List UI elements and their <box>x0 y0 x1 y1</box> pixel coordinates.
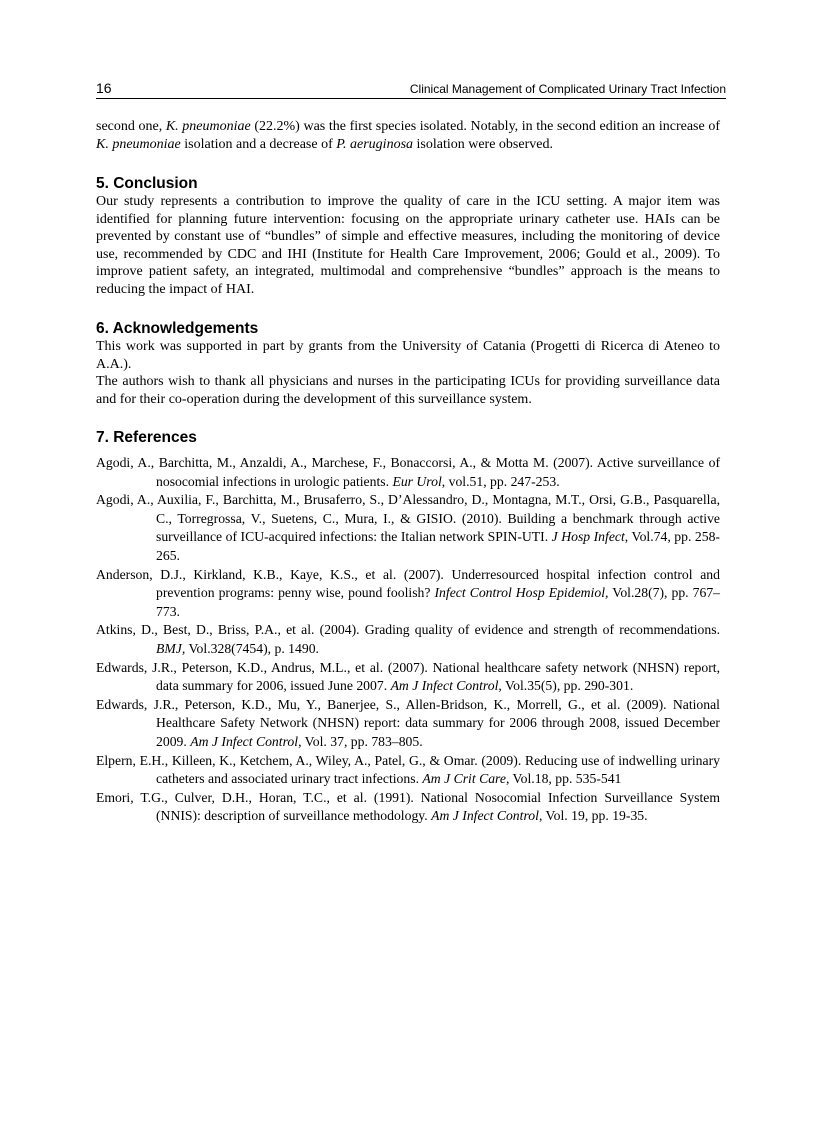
reference-item: Atkins, D., Best, D., Briss, P.A., et al. (2004). Grading quality of evidence and strength of recommendations. BMJ, Vol.328(7454), p. 1490. <box>96 622 720 656</box>
journal-name: Am J Crit Care <box>422 771 506 787</box>
species-name: K. pneumoniae <box>96 136 181 152</box>
journal-name: Am J Infect Control <box>390 678 499 694</box>
reference-item: Edwards, J.R., Peterson, K.D., Andrus, M.L., et al. (2007). National healthcare safety network (NHSN) report, data summary for 2006, issued June 2007. Am J Infect Control, Vol.35(5), pp. 290-301. <box>96 659 720 694</box>
intro-text: isolation were observed. <box>413 136 553 152</box>
running-title: Clinical Management of Complicated Urinary Tract Infection <box>409 82 726 96</box>
journal-name: Am J Infect Control <box>190 733 299 749</box>
references-section <box>96 428 720 826</box>
intro-text: (22.2%) was the first species isolated. Notably, in the second edition an increase of <box>250 119 720 134</box>
journal-name: Eur Urol <box>392 473 442 489</box>
journal-name: Am J Infect Control <box>431 808 539 824</box>
references-heading: 7. References <box>96 429 197 446</box>
page-content <box>96 118 720 826</box>
reference-item: Anderson, D.J., Kirkland, K.B., Kaye, K.S., et al. (2007). Underresourced hospital infection control and prevention programs: penny wise, pound foolish? Infect Control Hosp Epidemiol, Vol.28(7), pp. 767–773. <box>96 566 721 619</box>
reference-item: Edwards, J.R., Peterson, K.D., Mu, Y., Banerjee, S., Allen-Bridson, K., Morrell, G., et al. (2009). National Healthcare Safety Network (NHSN) report: data summary for 2006 through 2008, issued December 2009. Am J Infect Control, Vol. 37, pp. 783–805. <box>96 696 720 749</box>
reference-item: Agodi, A., Barchitta, M., Anzaldi, A., Marchese, F., Bonaccorsi, A., & Motta M. (2007). Active surveillance of nosocomial infections in urologic patients. Eur Urol, vol.51, pp. 247-253. <box>96 455 720 489</box>
journal-name: Infect Control Hosp Epidemiol, <box>434 585 609 601</box>
journal-name: BMJ, <box>156 640 186 656</box>
intro-text: isolation and a decrease of <box>180 136 337 152</box>
page-number: 16 <box>96 80 112 96</box>
acknowledgements-paragraph-1: This work was supported in part by grants from the University of Catania (Progetti di Ricerca di Ateneo to A.A.). <box>96 339 720 372</box>
reference-item: Agodi, A., Auxilia, F., Barchitta, M., Brusaferro, S., D’Alessandro, D., Montagna, M.T., Orsi, G.B., Pasquarella, C., Torregrossa, V., Suetens, C., Mura, I., & GISIO. (2010). Building a benchmark through active surveillance of ICU-acquired infections: the Italian network SPIN-UTI. J Hosp Infect, Vol.74, pp. 258-265. <box>96 492 720 563</box>
conclusion-text: Our study represents a contribution to improve the quality of care in the ICU setting. A major item was identified for planning future intervention: focusing on the appropriate urinary catheter use. HAIs can be prevented by constant use of “bundles” of simple and effective measures, including the monitoring of device use, recommended by CDC and IHI (Institute for Health Care Improvement, 2006; Gould et al., 2009). To improve patient safety, an integrated, multimodal and comprehensive “bundles” approach is the means to reducing the impact of HAI. <box>96 194 720 297</box>
intro-paragraph <box>96 118 720 153</box>
page-header <box>96 80 726 99</box>
conclusion-heading: 5. Conclusion <box>96 175 198 192</box>
reference-item: Emori, T.G., Culver, D.H., Horan, T.C., et al. (1991). National Nosocomial Infection Surveillance System (NNIS): description of surveillance methodology. Am J Infect Control, Vol. 19, pp. 19-35. <box>96 789 720 824</box>
species-name: K. pneumoniae <box>165 119 251 134</box>
references-list <box>96 454 720 826</box>
species-name: P. aeruginosa <box>336 136 414 152</box>
conclusion-section <box>96 174 720 298</box>
journal-name: J Hosp Infect <box>551 529 625 545</box>
reference-item: Elpern, E.H., Killeen, K., Ketchem, A., Wiley, A., Patel, G., & Omar. (2009). Reducing use of indwelling urinary catheters and associated urinary tract infections. Am J Crit Care, Vol.18, pp. 535-541 <box>96 752 720 787</box>
acknowledgements-paragraph-2: The authors wish to thank all physicians and nurses in the participating ICUs for providing surveillance data and for their co-operation during the development of this surveillance system. <box>96 374 720 407</box>
acknowledgements-section <box>96 319 720 408</box>
acknowledgements-heading: 6. Acknowledgements <box>96 320 259 337</box>
intro-text: second one, <box>96 119 166 134</box>
